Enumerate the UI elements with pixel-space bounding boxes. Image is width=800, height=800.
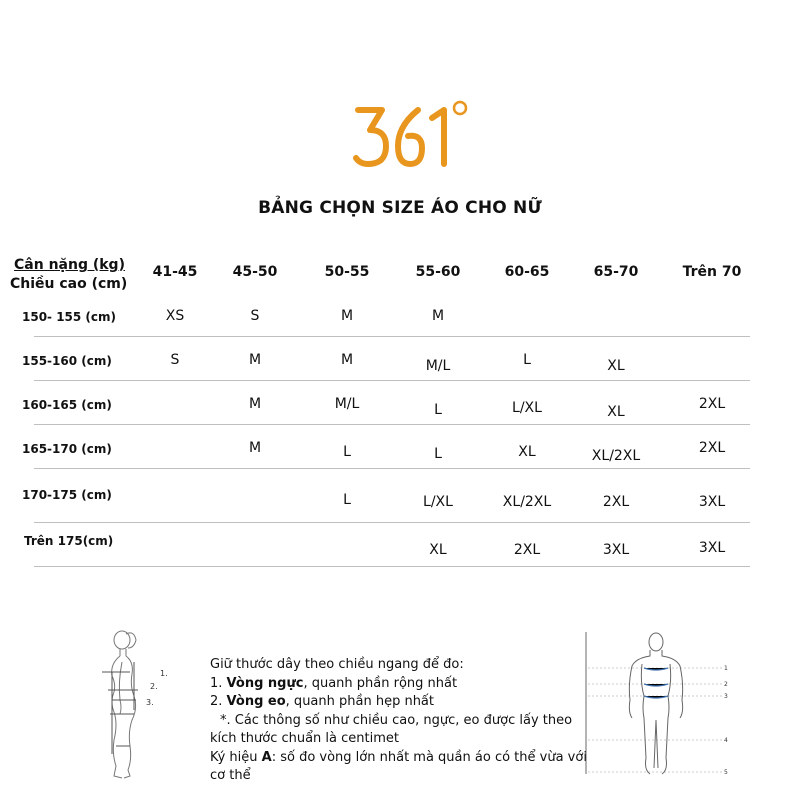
- header-height: Chiều cao (cm): [10, 276, 128, 292]
- brand-logo: [352, 96, 472, 172]
- instruction-symbol: Ký hiệu A: số đo vòng lớn nhất mà quần áo có thể vừa với: [210, 749, 587, 765]
- size-cell: XL/2XL: [502, 494, 552, 510]
- measurement-instructions: [210, 656, 587, 786]
- figure-right-label: 1: [724, 665, 728, 672]
- size-cell: 2XL: [698, 396, 726, 412]
- figure-left-label: 2.: [150, 682, 158, 691]
- size-cell: L: [523, 352, 531, 368]
- figure-right-label: 5: [724, 769, 728, 776]
- size-cell: M: [248, 440, 262, 456]
- row-divider: [34, 522, 750, 523]
- size-cell: 2XL: [513, 542, 541, 558]
- size-cell: S: [170, 352, 180, 368]
- instruction-chest: 1. Vòng ngực, quanh phần rộng nhất: [210, 675, 458, 691]
- column-header: 65-70: [593, 264, 639, 280]
- column-header: 50-55: [324, 264, 370, 280]
- size-cell: XL: [607, 358, 625, 374]
- size-cell: M: [340, 308, 354, 324]
- size-cell: 3XL: [698, 494, 726, 510]
- instruction-waist: 2. Vòng eo, quanh phần hẹp nhất: [210, 694, 434, 709]
- size-cell: 3XL: [698, 540, 726, 556]
- column-header: 45-50: [232, 264, 278, 280]
- figure-right-label: 2: [724, 681, 728, 688]
- male-body-figure: [584, 628, 744, 788]
- size-cell: M/L: [334, 396, 360, 412]
- size-cell: L/XL: [423, 494, 453, 510]
- size-cell: M: [248, 396, 262, 412]
- size-cell: L: [343, 444, 351, 460]
- row-label: 170-175 (cm): [22, 488, 112, 502]
- row-divider: [34, 424, 750, 425]
- size-cell: M: [248, 352, 262, 368]
- size-cell: L/XL: [512, 400, 542, 416]
- size-cell: M/L: [425, 358, 451, 374]
- instruction-symbol-line2: cơ thể: [210, 768, 251, 783]
- row-divider: [34, 380, 750, 381]
- instruction-note-line1: *. Các thông số như chiều cao, ngực, eo được lấy theo: [220, 712, 573, 728]
- figure-left-label: 1.: [160, 669, 168, 678]
- figure-right-label: 4: [724, 737, 728, 744]
- size-cell: XL: [518, 444, 536, 460]
- row-label: 150- 155 (cm): [22, 310, 117, 324]
- size-cell: XS: [165, 308, 185, 324]
- header-weight: Cân nặng (kg): [14, 257, 125, 273]
- figure-left-label: 3.: [146, 698, 154, 707]
- size-cell: M: [431, 308, 445, 324]
- size-cell: L: [343, 492, 351, 508]
- size-cell: XL: [607, 404, 625, 420]
- size-cell: 2XL: [602, 494, 630, 510]
- figure-right-label: 3: [724, 693, 728, 700]
- row-label: 155-160 (cm): [22, 354, 112, 368]
- row-label: 165-170 (cm): [22, 442, 112, 456]
- row-divider: [34, 468, 750, 469]
- row-label: Trên 175(cm): [24, 534, 114, 548]
- size-cell: XL: [429, 542, 447, 558]
- row-label: 160-165 (cm): [22, 398, 112, 412]
- page-title: BẢNG CHỌN SIZE ÁO CHO NỮ: [258, 198, 542, 218]
- size-cell: L: [434, 402, 442, 418]
- size-cell: L: [434, 446, 442, 462]
- instruction-note-line2: kích thước chuẩn là centimet: [210, 731, 399, 746]
- instructions-intro: Giữ thước dây theo chiều ngang để đo:: [210, 657, 464, 672]
- size-cell: XL/2XL: [591, 448, 641, 464]
- column-header: 60-65: [504, 264, 550, 280]
- size-cell: 2XL: [698, 440, 726, 456]
- size-cell: 3XL: [602, 542, 630, 558]
- size-cell: S: [250, 308, 260, 324]
- row-divider: [34, 336, 750, 337]
- column-header: Trên 70: [682, 264, 742, 280]
- size-cell: M: [340, 352, 354, 368]
- column-header: 55-60: [415, 264, 461, 280]
- female-body-figure: [96, 628, 186, 788]
- column-header: 41-45: [152, 264, 198, 280]
- row-divider: [34, 566, 750, 567]
